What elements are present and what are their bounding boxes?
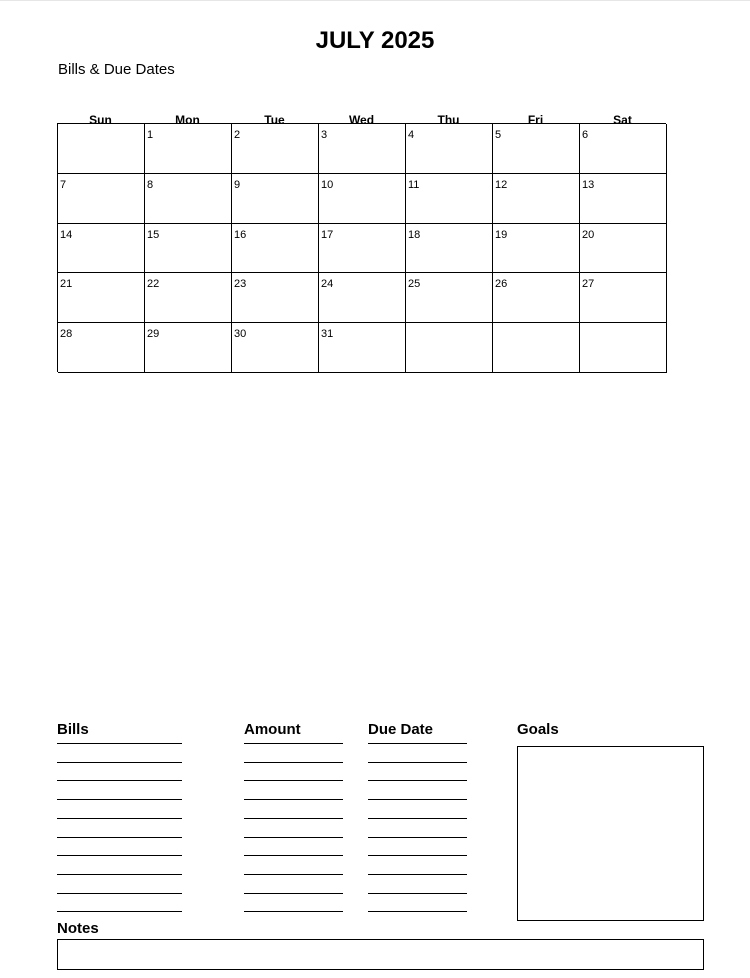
day-number: 21 [60,278,73,291]
goals-heading: Goals [517,721,559,738]
day-cell[interactable] [580,224,667,274]
day-number: 6 [582,129,589,141]
empty-day-cell[interactable] [580,323,667,373]
bill-entry-line[interactable] [57,743,182,744]
goals-box[interactable] [517,746,704,921]
day-cell[interactable] [232,174,319,224]
day-number: 14 [60,228,73,241]
day-cell[interactable] [493,273,580,323]
amount-entry-line[interactable] [244,837,343,838]
weekday-mon: Mon [175,113,200,124]
amount-entry-line[interactable] [244,874,343,875]
day-cell[interactable] [145,273,232,323]
page-title: JULY 2025 [315,27,435,54]
day-number: 4 [408,129,415,141]
weekday-wed: Wed [348,113,375,124]
day-number: 3 [321,129,328,141]
day-number: 15 [147,228,160,241]
day-number: 31 [321,328,334,341]
empty-day-cell[interactable] [58,124,145,174]
day-number: 5 [495,129,502,141]
bill-entry-line[interactable] [57,893,182,894]
page-subtitle: Bills & Due Dates [58,61,175,78]
weekday-thu: Thu [437,113,460,124]
day-cell[interactable] [58,273,145,323]
notes-box[interactable] [57,939,704,970]
day-number: 1 [147,129,154,141]
day-cell[interactable] [406,273,493,323]
day-cell[interactable] [58,174,145,224]
day-cell[interactable] [319,224,406,274]
bill-entry-line[interactable] [57,762,182,763]
amount-entry-line[interactable] [244,855,343,856]
day-number: 25 [408,278,421,291]
bill-entry-line[interactable] [57,837,182,838]
day-cell[interactable] [580,174,667,224]
amount-entry-line[interactable] [244,762,343,763]
weekday-tue: Tue [264,113,285,124]
day-number: 18 [408,228,421,241]
weekday-sat: Sat [613,113,632,124]
due-date-heading: Due Date [368,721,434,738]
day-number: 7 [60,178,67,191]
due-date-entry-line[interactable] [368,911,467,912]
day-number: 19 [495,228,508,241]
day-cell[interactable] [319,273,406,323]
bill-entry-line[interactable] [57,911,182,912]
day-cell[interactable] [145,124,232,174]
amount-entry-line[interactable] [244,818,343,819]
day-cell[interactable] [580,273,667,323]
day-number: 13 [582,178,595,191]
due-date-entry-line[interactable] [368,743,467,744]
weekday-fri: Fri [527,113,544,124]
amount-entry-line[interactable] [244,799,343,800]
day-number: 28 [60,328,73,341]
due-date-entry-line[interactable] [368,780,467,781]
amount-entry-line[interactable] [244,780,343,781]
day-number: 11 [408,178,420,191]
due-date-entry-line[interactable] [368,762,467,763]
day-number: 2 [234,129,241,141]
day-cell[interactable] [232,224,319,274]
weekday-sun: Sun [89,113,112,124]
amount-entry-line[interactable] [244,911,343,912]
due-date-entry-line[interactable] [368,837,467,838]
day-number: 12 [495,178,508,191]
day-cell[interactable] [145,323,232,373]
calendar-grid [57,123,666,372]
day-number: 10 [321,178,334,191]
day-cell[interactable] [580,124,667,174]
day-number: 30 [234,328,247,341]
amount-entry-line[interactable] [244,893,343,894]
day-number: 26 [495,278,508,291]
day-cell[interactable] [493,224,580,274]
day-number: 22 [147,278,160,291]
day-number: 20 [582,228,595,241]
bills-heading: Bills [57,721,89,738]
day-number: 29 [147,328,160,341]
notes-heading: Notes [57,920,99,937]
day-cell[interactable] [58,323,145,373]
empty-day-cell[interactable] [406,323,493,373]
amount-heading: Amount [244,721,301,738]
due-date-entry-line[interactable] [368,893,467,894]
day-number: 17 [321,228,334,241]
day-number: 8 [147,178,154,191]
due-date-entry-line[interactable] [368,799,467,800]
bill-entry-line[interactable] [57,818,182,819]
day-cell[interactable] [319,174,406,224]
amount-entry-line[interactable] [244,743,343,744]
day-cell[interactable] [145,174,232,224]
day-cell[interactable] [319,323,406,373]
day-cell[interactable] [493,174,580,224]
day-cell[interactable] [406,174,493,224]
day-cell[interactable] [58,224,145,274]
day-number: 16 [234,228,247,241]
day-cell[interactable] [406,124,493,174]
day-cell[interactable] [493,124,580,174]
day-number: 24 [321,278,334,291]
due-date-entry-line[interactable] [368,874,467,875]
bill-entry-line[interactable] [57,874,182,875]
bill-entry-line[interactable] [57,855,182,856]
due-date-entry-line[interactable] [368,855,467,856]
day-number: 27 [582,278,595,291]
bill-entry-line[interactable] [57,799,182,800]
bill-entry-line[interactable] [57,780,182,781]
day-cell[interactable] [232,323,319,373]
day-cell[interactable] [232,124,319,174]
day-cell[interactable] [319,124,406,174]
day-cell[interactable] [145,224,232,274]
day-number: 9 [234,178,241,191]
day-number: 23 [234,278,247,291]
top-rule [0,0,750,1]
due-date-entry-line[interactable] [368,818,467,819]
day-cell[interactable] [406,224,493,274]
empty-day-cell[interactable] [493,323,580,373]
day-cell[interactable] [232,273,319,323]
